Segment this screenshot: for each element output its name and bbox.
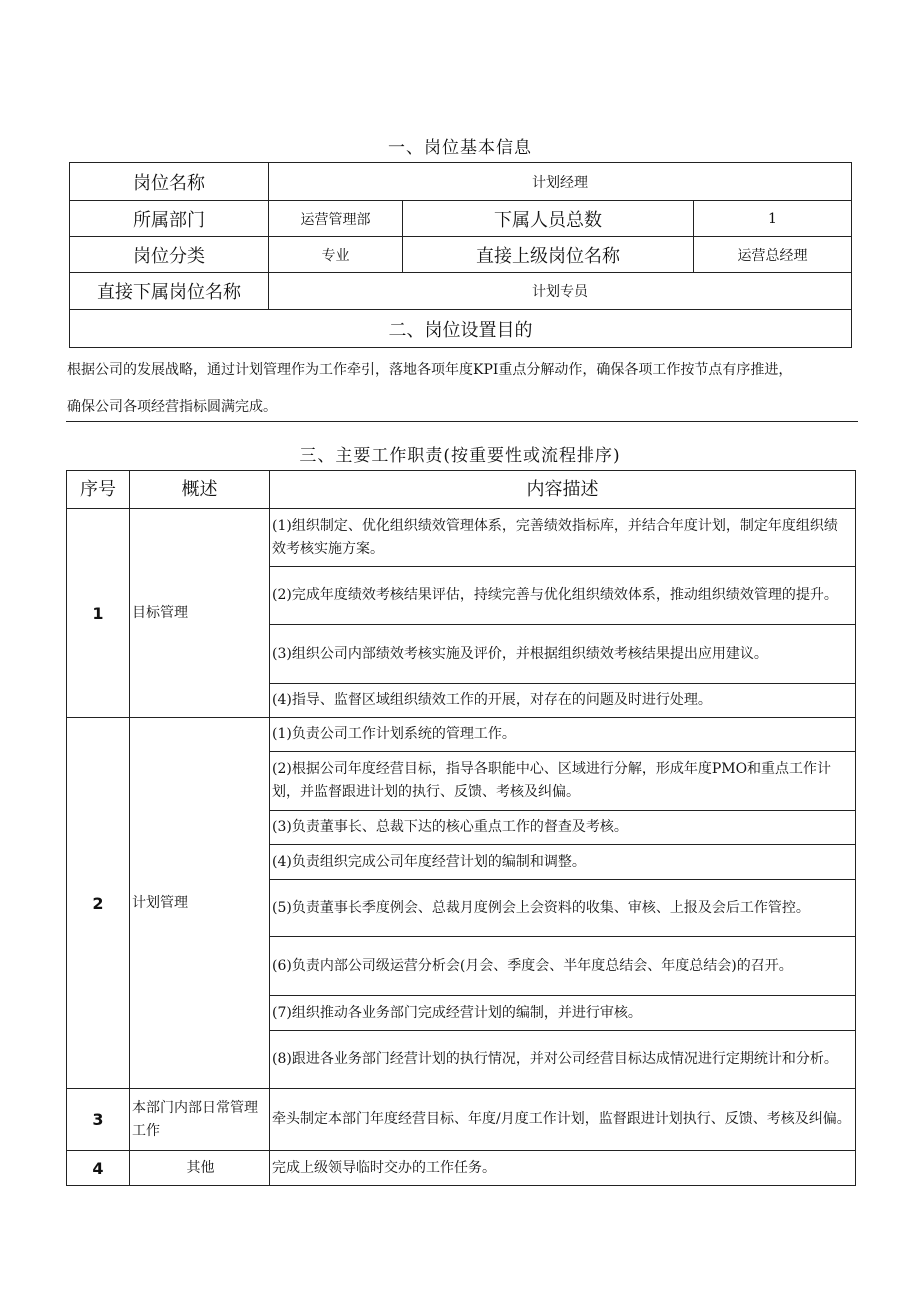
duty-item: (7)组织推动各业务部门完成经营计划的编制，并进行审核。 [270,996,856,1031]
divider [66,421,858,422]
duties-table [66,470,856,1186]
superior-value: 运营总经理 [694,237,852,273]
duty-item: (1)组织制定、优化组织绩效管理体系，完善绩效指标库，并结合年度计划，制定年度组织绩效考核实施方案。 [270,509,856,567]
subordinate-position-label: 直接下属岗位名称 [70,273,269,310]
duty-item: (8)跟进各业务部门经营计划的执行情况，并对公司经营目标达成情况进行定期统计和分析。 [270,1031,856,1089]
purpose-line-1: 根据公司的发展战略，通过计划管理作为工作牵引，落地各项年度KPI重点分解动作，确保各项工作按节点有序推进， [67,362,793,378]
duty-item: (2)根据公司年度经营目标，指导各职能中心、区域进行分解，形成年度PMO和重点工作计划，并监督跟进计划的执行、反馈、考核及纠偏。 [270,752,856,811]
section3-title: 三、主要工作职责(按重要性或流程排序) [299,446,621,466]
subordinate-count-label: 下属人员总数 [403,201,694,237]
row-overview-4: 其他 [130,1151,270,1186]
header-no: 序号 [67,471,130,509]
duty-item: (2)完成年度绩效考核结果评估，持续完善与优化组织绩效体系，推动组织绩效管理的提升。 [270,567,856,625]
purpose-text [67,352,867,426]
header-description: 内容描述 [270,471,856,509]
category-value: 专业 [269,237,403,273]
section1-title: 一、岗位基本信息 [388,138,532,158]
purpose-line-2: 确保公司各项经营指标圆满完成。 [67,399,277,415]
position-name-value: 计划经理 [269,163,852,201]
row-overview-2: 计划管理 [130,718,270,1089]
duty-item: (3)组织公司内部绩效考核实施及评价，并根据组织绩效考核结果提出应用建议。 [270,625,856,684]
superior-label: 直接上级岗位名称 [403,237,694,273]
row-no-3: 3 [67,1089,130,1151]
duty-item: (6)负责内部公司级运营分析会(月会、季度会、半年度总结会、年度总结会)的召开。 [270,937,856,996]
category-label: 岗位分类 [70,237,269,273]
duty-item: (4)负责组织完成公司年度经营计划的编制和调整。 [270,845,856,880]
department-value: 运营管理部 [269,201,403,237]
duty-item: 牵头制定本部门年度经营目标、年度/月度工作计划，监督跟进计划执行、反馈、考核及纠偏。 [270,1089,856,1151]
position-name-label: 岗位名称 [70,163,269,201]
duty-item: (5)负责董事长季度例会、总裁月度例会上会资料的收集、审核、上报及会后工作管控。 [270,880,856,937]
row-overview-3: 本部门内部日常管理工作 [130,1089,270,1151]
subordinate-count-value: 1 [694,201,852,237]
duty-item: (3)负责董事长、总裁下达的核心重点工作的督查及考核。 [270,811,856,845]
duty-item: (4)指导、监督区域组织绩效工作的开展，对存在的问题及时进行处理。 [270,684,856,718]
row-no-2: 2 [67,718,130,1089]
department-label: 所属部门 [70,201,269,237]
duty-item: 完成上级领导临时交办的工作任务。 [270,1151,856,1186]
row-overview-1: 目标管理 [130,509,270,718]
row-no-4: 4 [67,1151,130,1186]
section2-title: 二、岗位设置目的 [70,310,852,348]
basic-info-table [69,162,852,348]
subordinate-position-value: 计划专员 [269,273,852,310]
duty-item: (1)负责公司工作计划系统的管理工作。 [270,718,856,752]
header-overview: 概述 [130,471,270,509]
row-no-1: 1 [67,509,130,718]
